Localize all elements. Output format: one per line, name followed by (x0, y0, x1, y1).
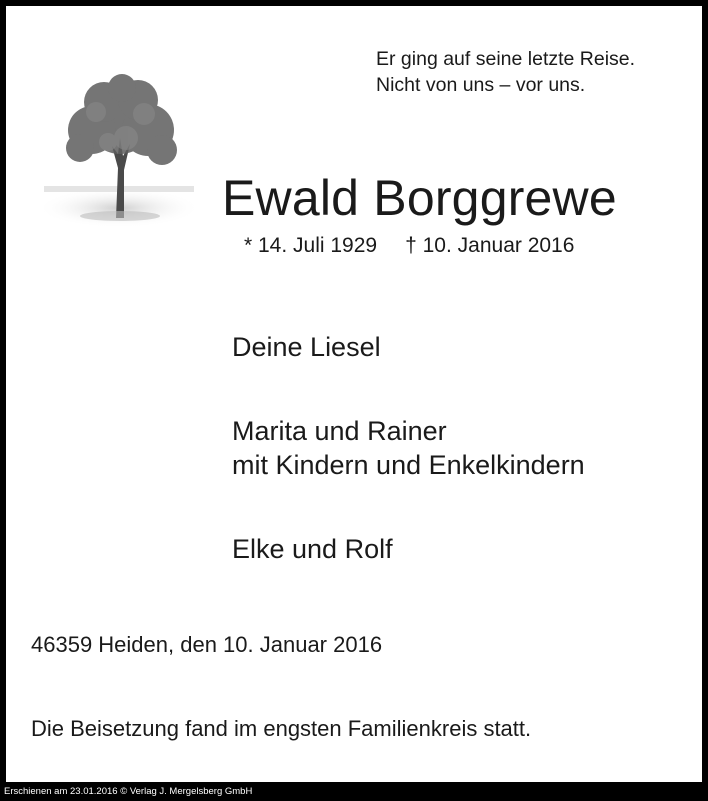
mourner-family-line-2: mit Kindern und Enkelkindern (232, 450, 585, 480)
motto-quote (376, 46, 635, 98)
motto-line-2: Nicht von uns – vor uns. (376, 74, 586, 96)
death-date: † 10. Januar 2016 (405, 234, 575, 257)
place-and-date: 46359 Heiden, den 10. Januar 2016 (31, 632, 383, 657)
life-dates (244, 232, 574, 260)
motto-line-1: Er ging auf seine letzte Reise. (376, 48, 636, 70)
birth-date: * 14. Juli 1929 (244, 234, 378, 257)
tree-icon (34, 68, 204, 230)
mourner-wife: Deine Liesel (232, 332, 381, 362)
mourner-family-line-1: Marita und Rainer (232, 416, 447, 446)
funeral-note: Die Beisetzung fand im engsten Familienkreis statt. (31, 716, 532, 741)
mourner-daughter: Elke und Rolf (232, 534, 393, 564)
deceased-name: Ewald Borggrewe (222, 170, 617, 226)
publication-footer: Erschienen am 23.01.2016 © Verlag J. Mergelsberg GmbH (4, 786, 253, 797)
obituary-card (6, 6, 702, 782)
